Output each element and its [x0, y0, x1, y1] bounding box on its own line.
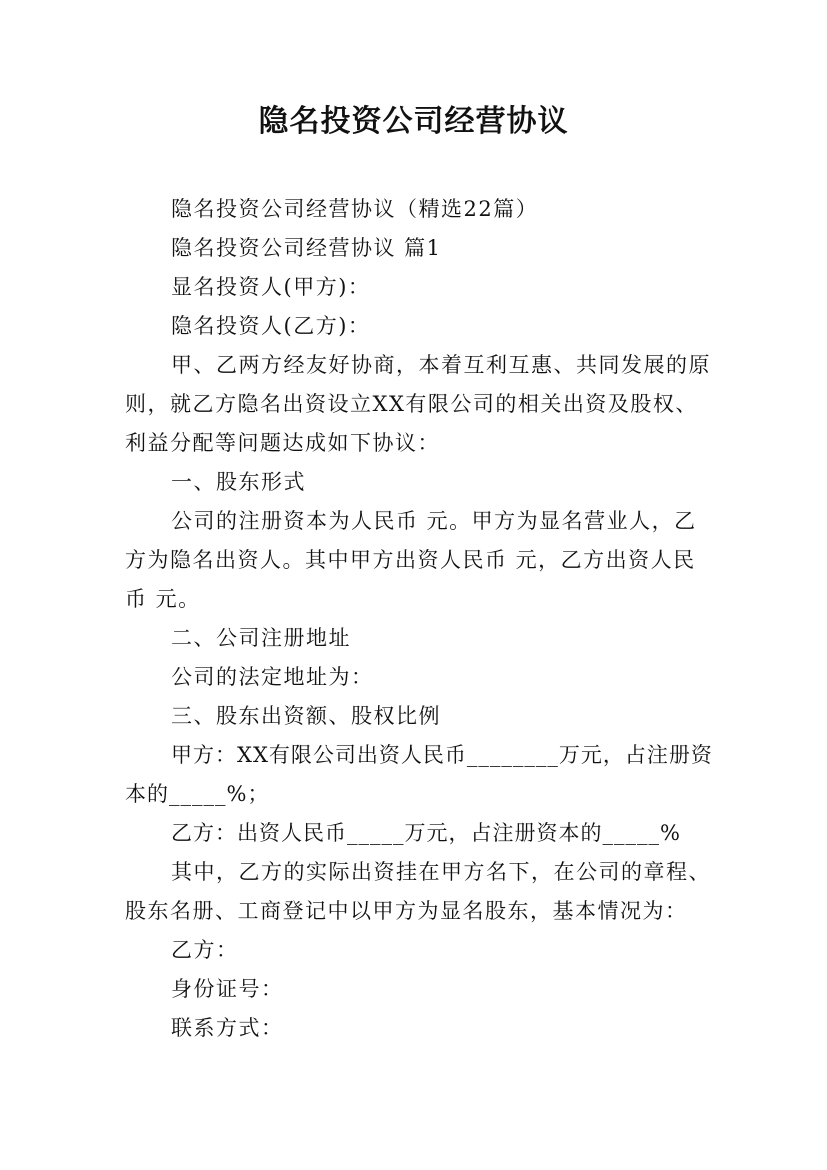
- paragraph-party-a: 显名投资人(甲方)：: [171, 275, 371, 299]
- paragraph-party-b: 隐名投资人(乙方)：: [171, 314, 371, 338]
- paragraph-party-b-label: 乙方：: [171, 938, 239, 962]
- paragraph-section-heading: 隐名投资公司经营协议 篇1: [171, 236, 442, 260]
- paragraph-clause-1-body: 公司的注册资本为人民币 元。甲方为显名营业人，乙方为隐名出资人。其中甲方出资人民币 元，乙方出资人民币 元。: [125, 509, 697, 611]
- document-body: [125, 190, 715, 1048]
- paragraph-clause-2-body: 公司的法定地址为：: [171, 665, 374, 689]
- paragraph-clause-3-heading: 三、股东出资额、股权比例: [171, 704, 441, 728]
- paragraph-contact: 联系方式：: [171, 1016, 284, 1040]
- paragraph-id-number: 身份证号：: [171, 977, 284, 1001]
- paragraph-clause-2-heading: 二、公司注册地址: [171, 626, 351, 650]
- paragraph-preamble: 甲、乙两方经友好协商，本着互利互惠、共同发展的原则，就乙方隐名出资设立XX有限公司的相关出资及股权、利益分配等问题达成如下协议：: [125, 353, 711, 455]
- paragraph-party-b-contribution: 乙方：出资人民币_____万元，占注册资本的_____%: [171, 821, 681, 845]
- paragraph-clause-1-heading: 一、股东形式: [171, 470, 306, 494]
- document-title: 隐名投资公司经营协议: [258, 104, 569, 139]
- paragraph-intro: 隐名投资公司经营协议（精选22篇）: [171, 197, 539, 221]
- paragraph-party-a-contribution: 甲方：XX有限公司出资人民币________万元，占注册资本的_____%；: [125, 743, 713, 806]
- paragraph-nominee-arrangement: 其中，乙方的实际出资挂在甲方名下，在公司的章程、股东名册、工商登记中以甲方为显名股东，基本情况为：: [125, 860, 711, 923]
